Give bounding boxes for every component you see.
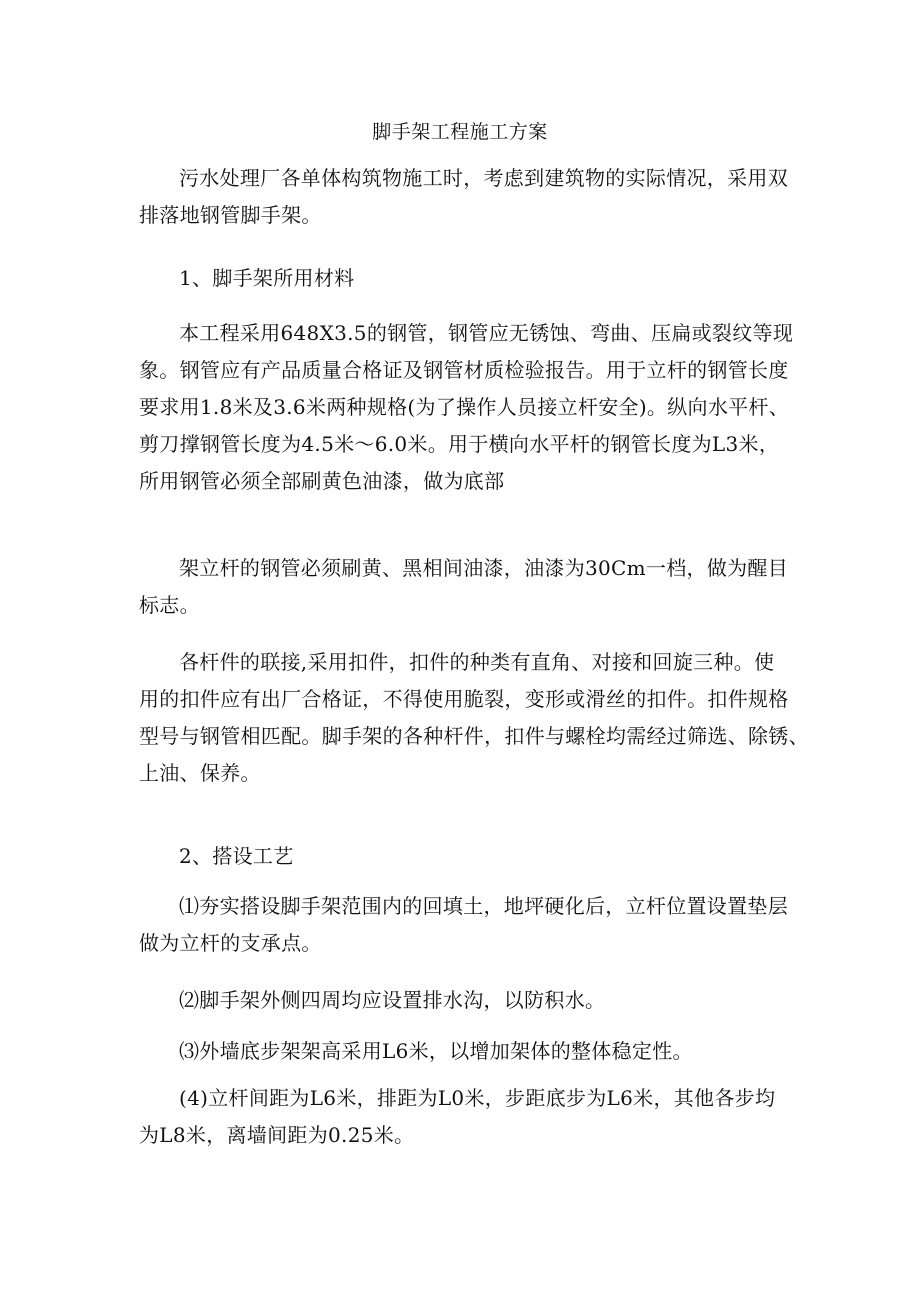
paragraph-line: 各杆件的联接,采用扣件，扣件的种类有直角、对接和回旋三种。使 [179, 650, 775, 674]
paragraph-line: 上油、保养。 [139, 761, 261, 785]
paragraph-line: 为L8米，离墙间距为0.25米。 [139, 1123, 415, 1147]
paragraph-step-2 [139, 982, 799, 1019]
paragraph-step-4 [139, 1080, 799, 1154]
paragraph-intro [139, 160, 799, 234]
paragraph-step-3 [139, 1033, 799, 1070]
paragraph-line: ⑶外墙底步架架高采用L6米，以增加架体的整体稳定性。 [179, 1039, 693, 1063]
paragraph-line: 剪刀撑钢管长度为4.5米～6.0米。用于横向水平杆的钢管长度为L3米， [139, 432, 780, 456]
paragraph-line: (4)立杆间距为L6米，排距为L0米，步距底步为L6米，其他各步均 [179, 1086, 776, 1110]
paragraph-materials [139, 315, 799, 500]
paragraph-line: ⑴夯实搭设脚手架范围内的回填土，地坪硬化后，立杆位置设置垫层 [179, 894, 788, 918]
section-heading-text: 1、脚手架所用材料 [179, 266, 355, 290]
section-heading-materials [139, 260, 799, 297]
document-title: 脚手架工程施工方案 [372, 121, 548, 143]
paragraph-line: ⑵脚手架外侧四周均应设置排水沟，以防积水。 [179, 988, 606, 1012]
paragraph-line: 本工程采用648X3.5的钢管，钢管应无锈蚀、弯曲、压扁或裂纹等现 [179, 321, 794, 345]
paragraph-line: 排落地钢管脚手架。 [139, 203, 322, 227]
paragraph-line: 做为立杆的支承点。 [139, 931, 322, 955]
paragraph-line: 污水处理厂各单体构筑物施工时，考虑到建筑物的实际情况，采用双 [179, 166, 788, 190]
paragraph-line: 象。钢管应有产品质量合格证及钢管材质检验报告。用于立杆的钢管长度 [139, 358, 789, 382]
paragraph-line: 架立杆的钢管必须刷黄、黑相间油漆，油漆为30Cm一档，做为醒目 [179, 556, 789, 580]
paragraph-line: 型号与钢管相匹配。脚手架的各种杆件，扣件与螺栓均需经过筛选、除锈、 [139, 724, 809, 748]
paragraph-line: 所用钢管必须全部刷黄色油漆，做为底部 [139, 469, 505, 493]
paragraph-line: 用的扣件应有出厂合格证，不得使用脆裂，变形或滑丝的扣件。扣件规格 [139, 687, 789, 711]
section-heading-erection [139, 838, 799, 875]
paragraph-step-1 [139, 888, 799, 962]
paragraph-fasteners [139, 644, 809, 792]
section-heading-text: 2、搭设工艺 [179, 844, 294, 868]
paragraph-paint [139, 550, 799, 624]
paragraph-line: 要求用1.8米及3.6米两种规格(为了操作人员接立杆安全)。纵向水平杆、 [139, 395, 790, 419]
paragraph-line: 标志。 [139, 593, 200, 617]
